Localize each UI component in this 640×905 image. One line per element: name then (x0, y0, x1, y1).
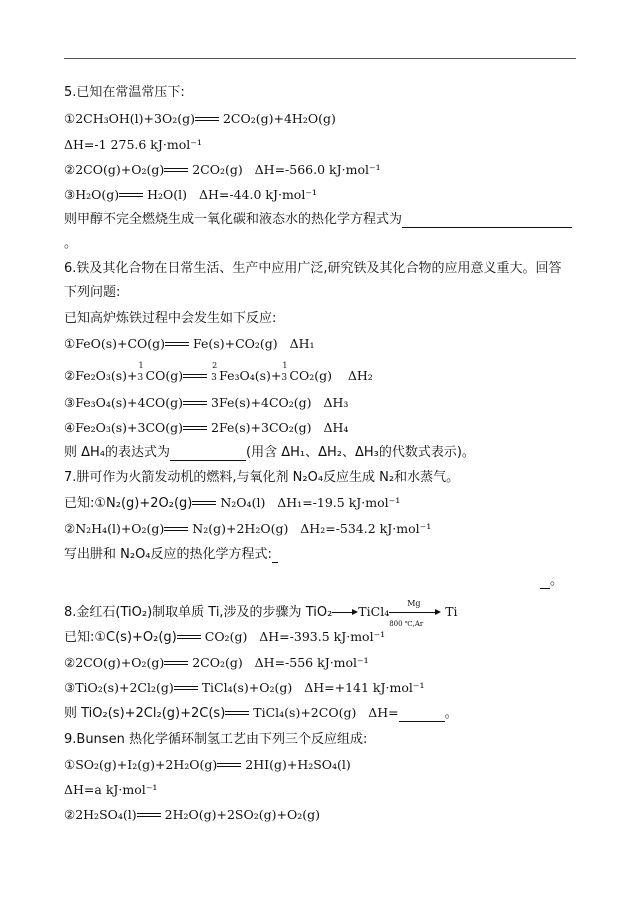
q9-reaction-1-dh: ΔH=a kJ·mol⁻¹ (64, 782, 158, 797)
answer-blank[interactable] (540, 574, 550, 589)
q8-reaction-1: 已知:①C(s)+O₂(g) CO₂(g) ΔH=-393.5 kJ·mol⁻¹ (64, 629, 386, 645)
q6-question: 则 ΔH₄的表达式为 (用含 ΔH₁、ΔH₂、ΔH₃的代数式表示)。 (64, 445, 475, 460)
equals-sign (195, 116, 219, 124)
q5-reaction-3: ③H₂O(g) H₂O(l) ΔH=-44.0 kJ·mol⁻¹ (64, 187, 317, 202)
answer-blank[interactable] (402, 213, 572, 228)
q6-reaction-4: ④Fe₂O₃(s)+3CO(g) 2Fe(s)+3CO₂(g) ΔH₄ (64, 420, 349, 435)
q6-intro: 已知高炉炼铁过程中会发生如下反应: (64, 311, 277, 326)
q6-reaction-1: ①FeO(s)+CO(g) Fe(s)+CO₂(g) ΔH₁ (64, 336, 315, 351)
q5-end: 。 (64, 236, 78, 251)
answer-blank[interactable] (272, 548, 278, 563)
q5-reaction-2: ②2CO(g)+O₂(g) 2CO₂(g) ΔH=-566.0 kJ·mol⁻¹ (64, 162, 381, 177)
q8-reaction-2: ②2CO(g)+O₂(g) 2CO₂(g) ΔH=-556 kJ·mol⁻¹ (64, 655, 369, 670)
reaction-arrow (332, 609, 358, 617)
q6-reaction-2: ②Fe₂O₃(s)+ 1 3 CO(g) 2 3 Fe₃O₄(s)+ 1 3 CO₂(g) ΔH₂ (64, 361, 373, 383)
q9-stem: 9.Bunsen 热化学循环制氢工艺由下列三个反应组成: (64, 732, 368, 747)
q7-reaction-1: 已知:①N₂(g)+2O₂(g) N₂O₄(l) ΔH₁=-19.5 kJ·mol⁻¹ (64, 495, 401, 511)
q5-reaction-1-dh: ΔH=-1 275.6 kJ·mol⁻¹ (64, 137, 202, 152)
reaction-arrow-conditions: Mg 800 ℃,Ar (389, 609, 441, 617)
q7-reaction-2: ②N₂H₄(l)+O₂(g) N₂(g)+2H₂O(g) ΔH₂=-534.2 kJ·mol⁻¹ (64, 521, 432, 536)
answer-blank[interactable] (170, 446, 246, 461)
q8-reaction-3: ③TiO₂(s)+2Cl₂(g) TiCl₄(s)+O₂(g) ΔH=+141 kJ·mol⁻¹ (64, 680, 425, 695)
header-rule (64, 58, 576, 59)
q7-question: 写出肼和 N₂O₄反应的热化学方程式: (64, 546, 278, 563)
q6-stem-line2: 下列问题: (64, 285, 121, 300)
q6-reaction-3: ③Fe₃O₄(s)+4CO(g) 3Fe(s)+4CO₂(g) ΔH₃ (64, 395, 349, 410)
q8-stem: 8.金红石(TiO₂)制取单质 Ti,涉及的步骤为 TiO₂ TiCl₄ Mg 800 ℃,Ar Ti (64, 598, 458, 628)
q5-question: 则甲醇不完全燃烧生成一氧化碳和液态水的热化学方程式为 (64, 211, 572, 228)
q5-reaction-1: ①2CH₃OH(l)+3O₂(g) 2CO₂(g)+4H₂O(g) (64, 111, 336, 126)
answer-blank[interactable] (399, 707, 445, 722)
q7-stem: 7.肼可作为火箭发动机的燃料,与氧化剂 N₂O₄反应生成 N₂和水蒸气。 (64, 470, 460, 485)
q8-question: 则 TiO₂(s)+2Cl₂(g)+2C(s) TiCl₄(s)+2CO(g) ΔH= 。 (64, 705, 458, 721)
q9-reaction-1: ①SO₂(g)+I₂(g)+2H₂O(g) 2HI(g)+H₂SO₄(l) (64, 757, 351, 772)
q9-reaction-2: ②2H₂SO₄(l) 2H₂O(g)+2SO₂(g)+O₂(g) (64, 807, 320, 822)
q7-answer-line-end: 。 (540, 572, 563, 589)
q6-stem-line1: 6.铁及其化合物在日常生活、生产中应用广泛,研究铁及其化合物的应用意义重大。回答 (64, 261, 562, 276)
q5-stem: 5.已知在常温常压下: (64, 85, 185, 100)
